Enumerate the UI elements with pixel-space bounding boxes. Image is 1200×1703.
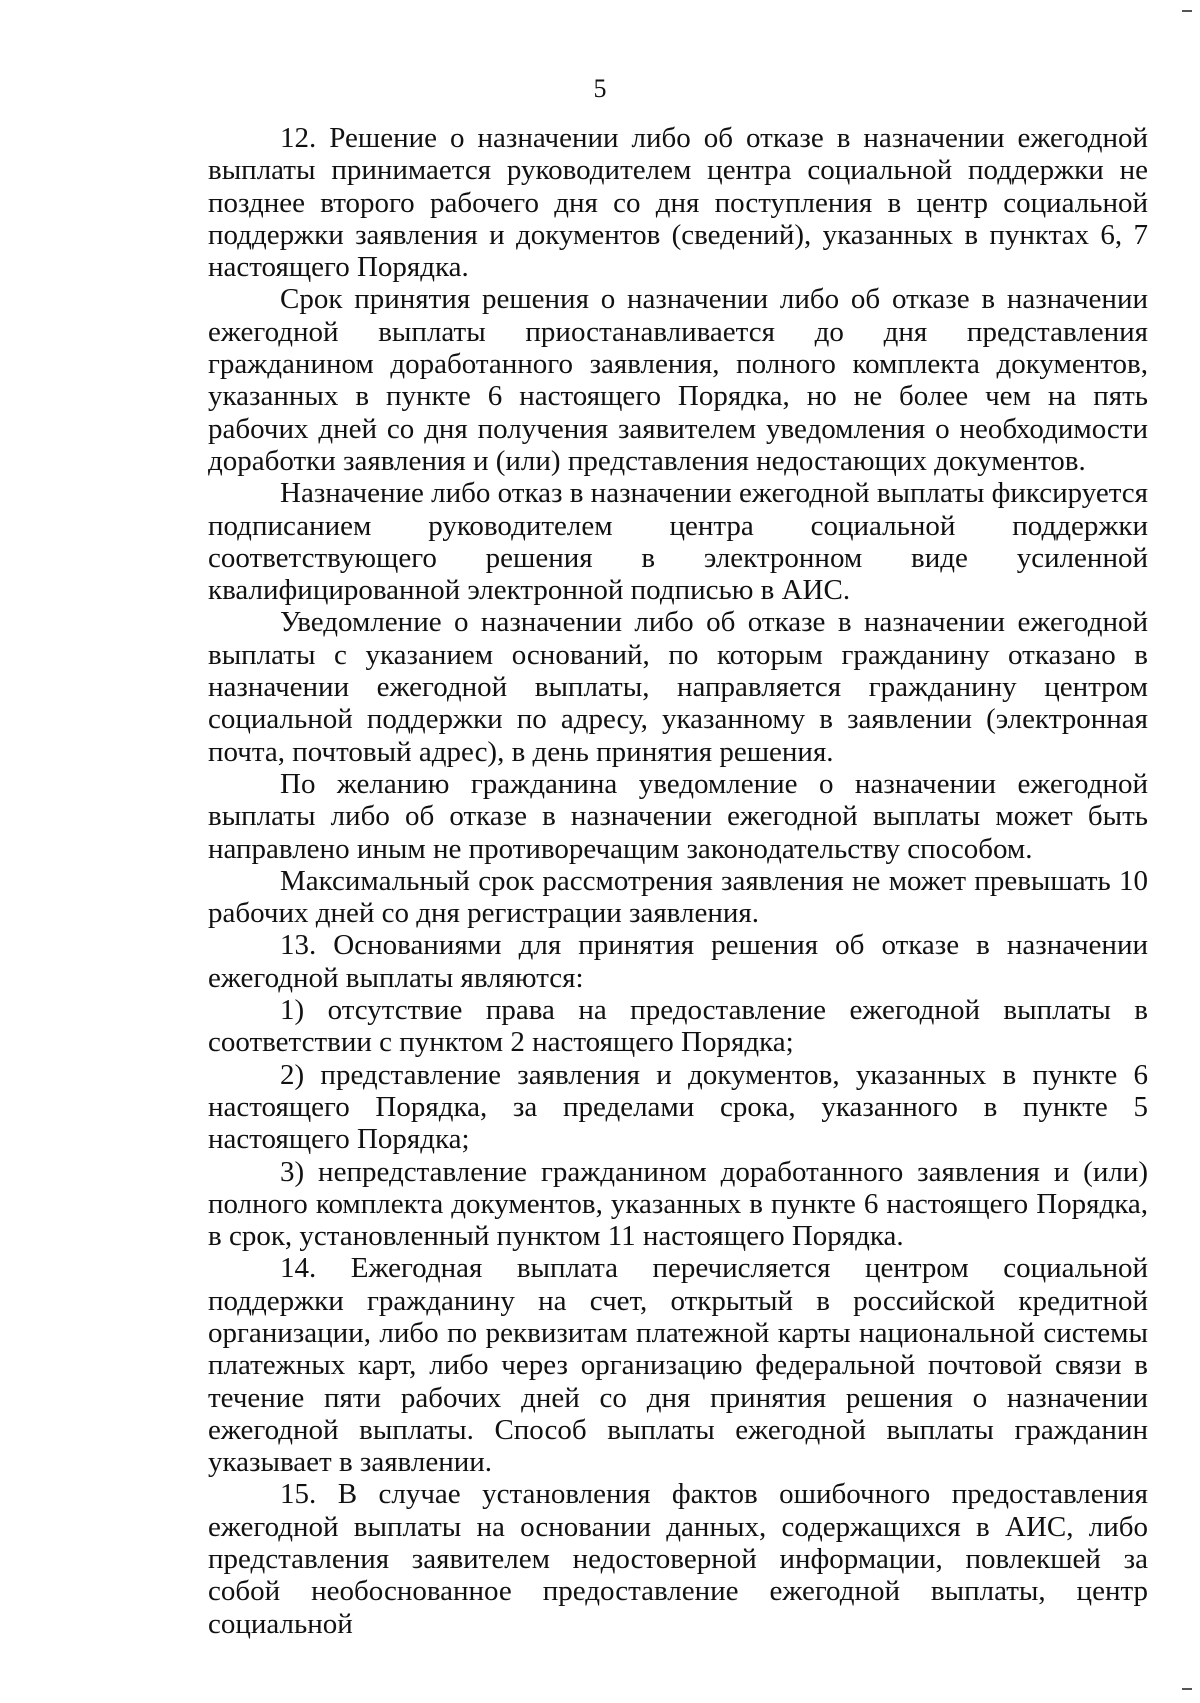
- paragraph-max-term: Максимальный срок рассмотрения заявления не может превышать 10 рабочих дней со дня регистрации заявления.: [208, 864, 1148, 930]
- list-item-ground-1: 1) отсутствие права на предоставление ежегодной выплаты в соответствии с пунктом 2 настоящего Порядка;: [208, 994, 1148, 1059]
- paragraph-13-refusal-grounds: 13. Основаниями для принятия решения об отказе в назначении ежегодной выплаты являются:: [208, 929, 1148, 994]
- list-item-ground-3: 3) непредставление гражданином доработанного заявления и (или) полного комплекта документов, указанных в пункте 6 настоящего Порядка, в срок, установленный пунктом 11 настоящего Порядка.: [208, 1155, 1148, 1253]
- scan-edge-mark-bottom: [1182, 1688, 1192, 1690]
- list-item-ground-2: 2) представление заявления и документов, указанных в пункте 6 настоящего Порядка, за пределами срока, указанного в пункте 5 настоящего Порядка;: [208, 1058, 1148, 1156]
- page-number: 5: [593, 74, 607, 103]
- paragraph-signing: Назначение либо отказ в назначении ежегодной выплаты фиксируется подписанием руководителем центра социальной поддержки соответствующего решения в электронном виде усиленной квалифицированной электронной подписью в АИС.: [208, 477, 1148, 607]
- paragraph-decision-term: Срок принятия решения о назначении либо об отказе в назначении ежегодной выплаты приостанавливается до дня представления гражданином доработанного заявления, полного комплекта документов, указанных в пункте 6 настоящего Порядка, но не более чем на пять рабочих дней со дня получения заявителем уведомления о необходимости доработки заявления и (или) представления недостающих документов.: [208, 283, 1148, 477]
- document-body: [208, 122, 1148, 1640]
- paragraph-12-decision: 12. Решение о назначении либо об отказе в назначении ежегодной выплаты принимается руководителем центра социальной поддержки не позднее второго рабочего дня со дня поступления в центр социальной поддержки заявления и документов (сведений), указанных в пунктах 6, 7 настоящего Порядка.: [208, 122, 1148, 284]
- paragraph-14-transfer: 14. Ежегодная выплата перечисляется центром социальной поддержки гражданину на счет, открытый в российской кредитной организации, либо по реквизитам платежной карты национальной системы платежных карт, либо через организацию федеральной почтовой связи в течение пяти рабочих дней со дня принятия решения о назначении ежегодной выплаты. Способ выплаты ежегодной выплаты гражданин указывает в заявлении.: [208, 1252, 1148, 1479]
- paragraph-15-errors: 15. В случае установления фактов ошибочного предоставления ежегодной выплаты на основании данных, содержащихся в АИС, либо представления заявителем недостоверной информации, повлекшей за собой необоснованное предоставление ежегодной выплаты, центр социальной: [208, 1478, 1148, 1640]
- scan-edge-mark-top: [1182, 10, 1192, 12]
- paragraph-notification: Уведомление о назначении либо об отказе в назначении ежегодной выплаты с указанием оснований, по которым гражданину отказано в назначении ежегодной выплаты, направляется гражданину центром социальной поддержки по адресу, указанному в заявлении (электронная почта, почтовый адрес), в день принятия решения.: [208, 606, 1148, 768]
- paragraph-notification-other-way: По желанию гражданина уведомление о назначении ежегодной выплаты либо об отказе в назначении ежегодной выплаты может быть направлено иным не противоречащим законодательству способом.: [208, 767, 1148, 865]
